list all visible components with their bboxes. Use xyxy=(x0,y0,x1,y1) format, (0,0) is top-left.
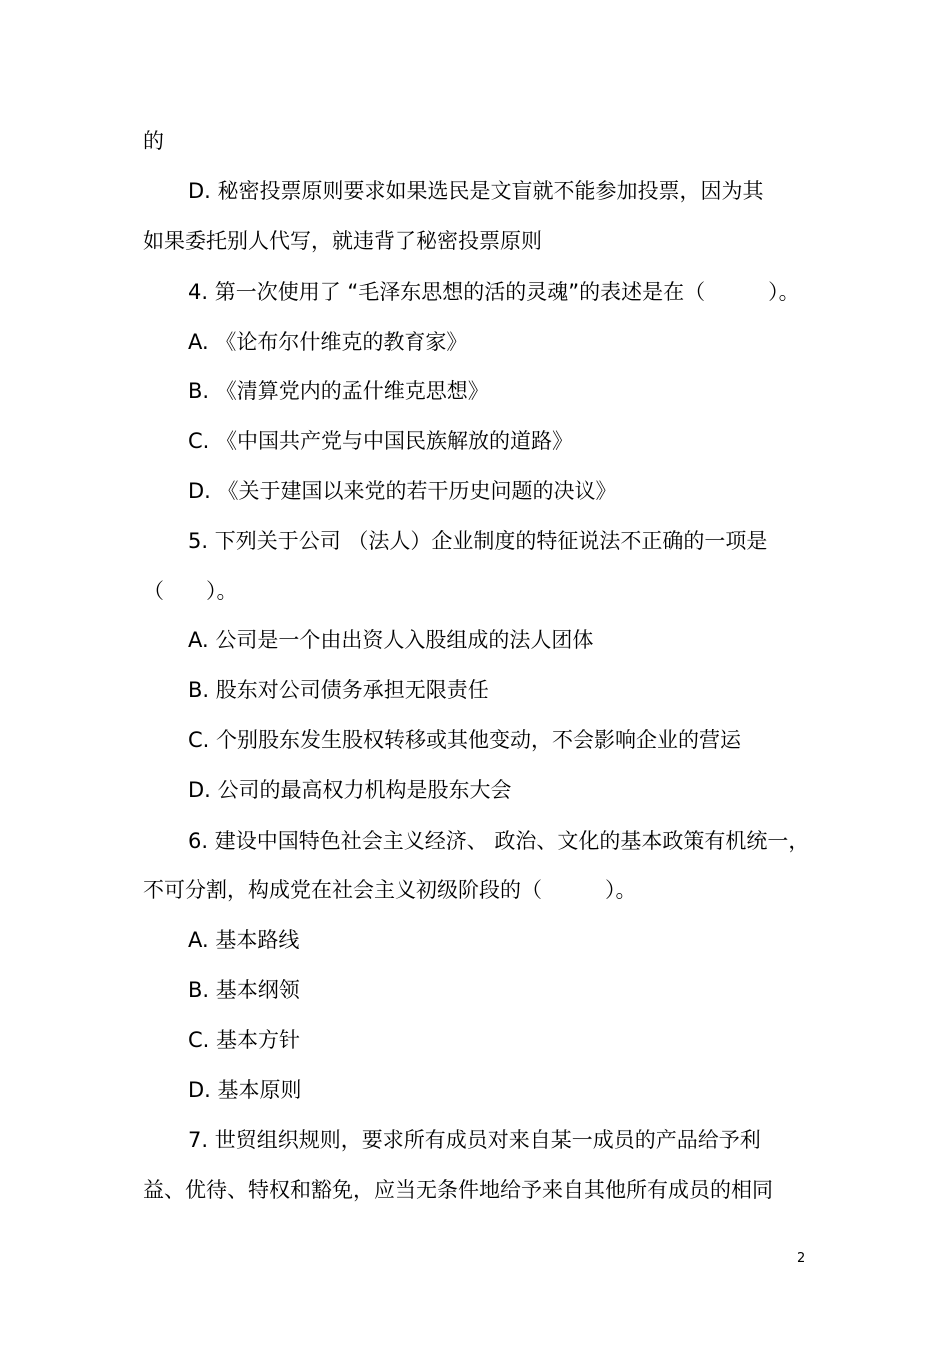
text-line-3: 如果委托别人代写，就违背了秘密投票原则 xyxy=(143,229,542,253)
question-6-option-c: C. 基本方针 xyxy=(188,1028,301,1052)
text-line-1: 的 xyxy=(143,129,164,153)
page-number: 2 xyxy=(797,1251,806,1266)
question-7-stem-continued: 益、优待、特权和豁免，应当无条件地给予来自其他所有成员的相同 xyxy=(143,1178,773,1202)
question-6-option-a: A. 基本路线 xyxy=(188,928,300,952)
question-5-stem-continued: （ ）。 xyxy=(143,579,238,603)
question-6-option-d: D. 基本原则 xyxy=(188,1078,302,1102)
question-4-option-a: A. 《论布尔什维克的教育家》 xyxy=(188,330,468,354)
question-5-option-a: A. 公司是一个由出资人入股组成的法人团体 xyxy=(188,628,594,652)
question-4-option-d: D. 《关于建国以来党的若干历史问题的决议》 xyxy=(188,479,617,503)
question-4-option-c: C. 《中国共产党与中国民族解放的道路》 xyxy=(188,429,574,453)
question-7-stem: 7. 世贸组织规则，要求所有成员对来自某一成员的产品给予利 xyxy=(188,1128,761,1152)
question-6-stem: 6. 建设中国特色社会主义经济、 政治、文化的基本政策有机统一， xyxy=(188,829,810,853)
question-6-option-b: B. 基本纲领 xyxy=(188,978,300,1002)
question-5-option-d: D. 公司的最高权力机构是股东大会 xyxy=(188,778,512,802)
question-5-stem: 5. 下列关于公司 （法人）企业制度的特征说法不正确的一项是 xyxy=(188,529,768,553)
question-4-stem: 4. 第一次使用了 “毛泽东思想的活的灵魂”的表述是在（ ）。 xyxy=(188,280,800,304)
question-4-option-b: B. 《清算党内的孟什维克思想》 xyxy=(188,379,489,403)
text-line-2: D. 秘密投票原则要求如果选民是文盲就不能参加投票，因为其 xyxy=(188,179,764,203)
question-6-stem-continued: 不可分割，构成党在社会主义初级阶段的（ ）。 xyxy=(143,878,637,902)
question-5-option-b: B. 股东对公司债务承担无限责任 xyxy=(188,678,489,702)
question-5-option-c: C. 个别股东发生股权转移或其他变动，不会影响企业的营运 xyxy=(188,728,742,752)
